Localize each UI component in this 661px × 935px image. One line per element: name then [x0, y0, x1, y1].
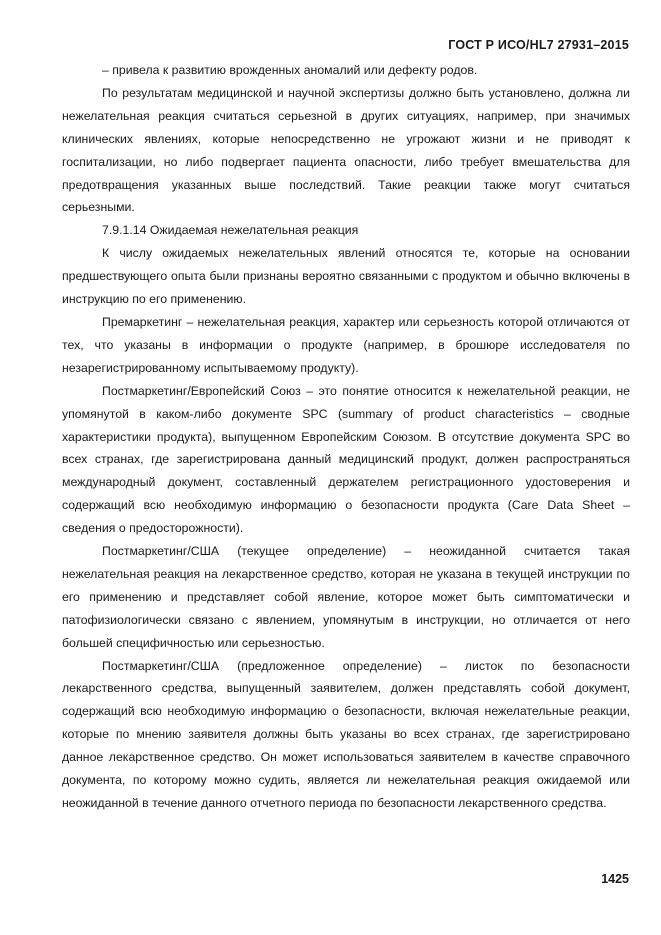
paragraph-postmarketing-us-proposed: Постмаркетинг/США (предложенное определение) – листок по безопасности лекарственного средства, выпущенный заявителем, должен представлять собой документ, содержащий всю необходимую информацию о безопасности, включая нежелательные реакции, которые по мнению заявителя должны быть указаны во всех странах, где зарегистрировано данное лекарственное средство. Он может использоваться заявителем в качестве справочного документа, по которому можно судить, является ли нежелательная реакция ожидаемой или неожиданной в течение данного отчетного периода по безопасности лекарственного средства.: [62, 658, 630, 810]
paragraph-expected-events: К числу ожидаемых нежелательных явлений относятся те, которые на основании предшествующего опыта были признаны вероятно связанными с продуктом и обычно включены в инструкцию по его применению.: [62, 246, 630, 307]
paragraph-postmarketing-us-current: Постмаркетинг/США (текущее определение) – неожиданной считается такая нежелательная реакция на лекарственное средство, которая не указана в текущей инструкции по его применению и представляет собой явление, которое может быть симптоматически и патофизиологически связано с явлением, упомянутым в инструкции, но отличается от него большей специфичностью или серьезностью.: [62, 544, 630, 650]
section-heading: 7.9.1.14 Ожидаемая нежелательная реакция: [102, 223, 359, 238]
paragraph-premarketing: Премаркетинг – нежелательная реакция, характер или серьезность которой отличаются от тех, что указаны в информации о продукте (например, в брошюре исследователя по незарегистрированному испытываемому продукту).: [62, 314, 630, 375]
list-item-birth-defects: – привела к развитию врожденных аномалий или дефекту родов.: [102, 63, 478, 77]
document-body: [62, 59, 630, 815]
page-number: 1425: [601, 872, 629, 886]
paragraph-postmarketing-eu: Постмаркетинг/Европейский Союз – это понятие относится к нежелательной реакции, не упомянутой в каком-либо документе SPC (summary of product characteristics – сводные характеристики продукта), выпущенном Европейским Союзом. В отсутствие документа SPC во всех странах, где зарегистрирована данный медицинский продукт, должен распространяться международный документ, составленный держателем регистрационного удостоверения и содержащий всю необходимую информацию о безопасности продукта (Care Data Sheet – сведения о предосторожности).: [62, 383, 630, 536]
document-header: ГОСТ Р ИСО/HL7 27931–2015: [448, 38, 629, 52]
paragraph-expert-assessment: По результатам медицинской и научной экспертизы должно быть установлено, должна ли нежелательная реакция считаться серьезной в других ситуациях, например, при значимых клинических явлениях, которые непосредственно не угрожают жизни и не приводят к госпитализации, но либо подвергает пациента опасности, либо требует вмешательства для предотвращения указанных выше последствий. Такие реакции также могут считаться серьезными.: [62, 85, 630, 215]
